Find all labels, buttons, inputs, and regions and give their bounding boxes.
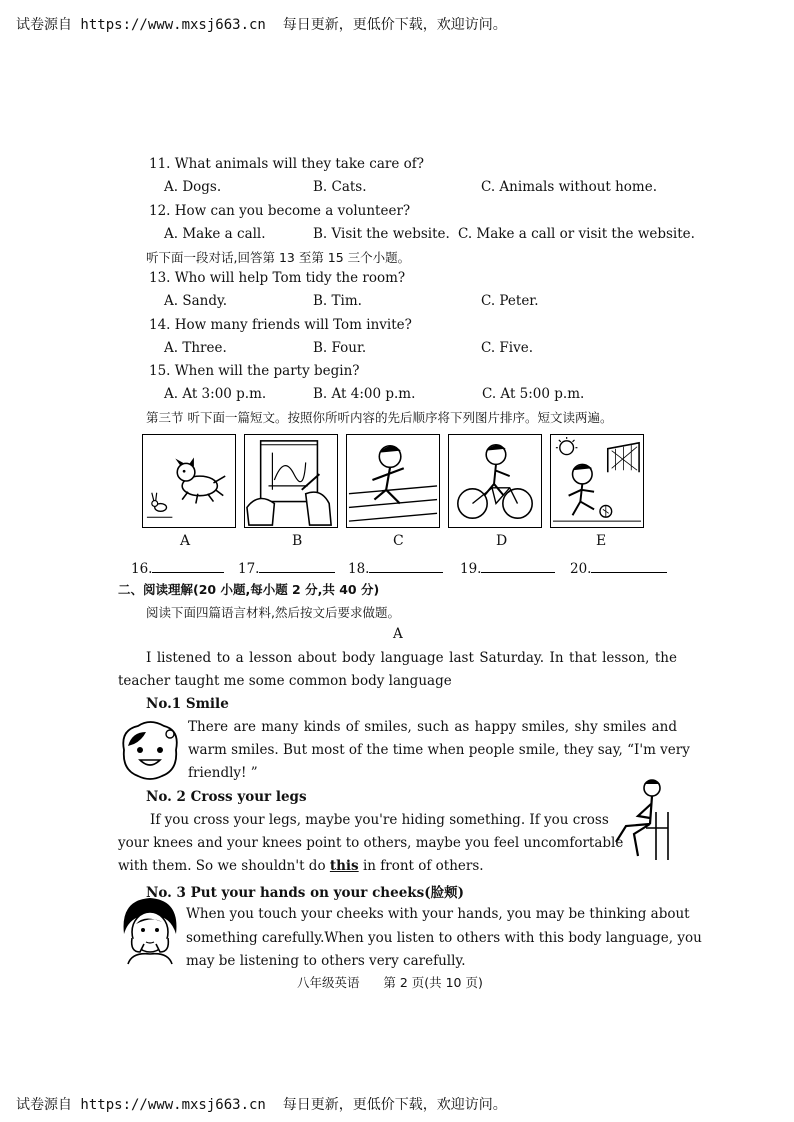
q12-option-c: C. Make a call or visit the website. <box>458 226 695 242</box>
picture-b-drawing-graph <box>244 434 338 528</box>
q14-option-b: B. Four. <box>313 340 367 356</box>
blank-number: 18. <box>348 561 370 577</box>
question-12: 12. How can you become a volunteer? <box>149 203 411 219</box>
blank-number: 17. <box>238 561 260 577</box>
no1-line-2: warm smiles. But most of the time when people smile, they say, “I'm very <box>188 742 690 758</box>
answer-blank-18[interactable] <box>348 560 443 577</box>
q14-option-a: A. Three. <box>164 340 227 356</box>
answer-blank-20[interactable] <box>570 560 667 577</box>
q14-option-c: C. Five. <box>481 340 534 356</box>
q13-option-a: A. Sandy. <box>164 293 228 309</box>
q11-option-c: C. Animals without home. <box>481 179 658 195</box>
no1-title: No.1 Smile <box>146 696 229 712</box>
reading-instruction: 阅读下面四篇语言材料,然后按文后要求做题。 <box>146 605 400 620</box>
picture-label-a: A <box>180 533 191 549</box>
blank-number: 16. <box>131 561 153 577</box>
picture-label-c: C <box>393 533 404 549</box>
section-3-instruction: 第三节 听下面一篇短文。按照你所听内容的先后顺序将下列图片排序。短文读两遍。 <box>146 410 613 425</box>
q11-option-b: B. Cats. <box>313 179 367 195</box>
no2-line-3-end: in front of others. <box>358 858 484 874</box>
no3-line-3: may be listening to others very carefully. <box>186 953 466 969</box>
q11-option-a: A. Dogs. <box>164 179 222 195</box>
intro-line-1: I listened to a lesson about body language last Saturday. In that lesson, the <box>146 650 677 666</box>
q15-option-b: B. At 4:00 p.m. <box>313 386 416 402</box>
q13-option-b: B. Tim. <box>313 293 362 309</box>
girl-hands-on-cheeks-icon <box>118 894 182 966</box>
q15-option-c: C. At 5:00 p.m. <box>482 386 585 402</box>
q12-option-b: B. Visit the website. <box>313 226 450 242</box>
question-14: 14. How many friends will Tom invite? <box>149 317 412 333</box>
no2-title: No. 2 Cross your legs <box>146 789 307 805</box>
blank-number: 20. <box>570 561 592 577</box>
page-footer: 八年级英语 第 2 页(共 10 页) <box>297 975 483 990</box>
no2-line-3 <box>118 858 484 874</box>
header-watermark: 试卷源自 https://www.mxsj663.cn 每日更新，更低价下载，欢迎访问。 <box>16 17 507 33</box>
answer-line <box>369 560 443 573</box>
question-15: 15. When will the party begin? <box>149 363 360 379</box>
picture-label-d: D <box>496 533 508 549</box>
answer-line <box>259 560 335 573</box>
reading-section-title: 二、阅读理解(20 小题,每小题 2 分,共 40 分) <box>118 582 380 597</box>
answer-blank-19[interactable] <box>460 560 555 577</box>
answer-line <box>591 560 667 573</box>
q13-option-c: C. Peter. <box>481 293 539 309</box>
blank-number: 19. <box>460 561 482 577</box>
no3-line-2: something carefully.When you listen to others with this body language, you <box>186 930 702 946</box>
q15-option-a: A. At 3:00 p.m. <box>164 386 267 402</box>
picture-d-boy-cycling <box>448 434 542 528</box>
no1-line-3: friendly! ” <box>188 765 258 781</box>
picture-label-e: E <box>596 533 607 549</box>
intro-line-2: teacher taught me some common body language <box>118 673 452 689</box>
underlined-word-this: this <box>329 858 359 874</box>
no2-line-3-start: with them. So we shouldn't do <box>118 858 330 874</box>
picture-label-b: B <box>292 533 303 549</box>
dialogue-instruction: 听下面一段对话,回答第 13 至第 15 三个小题。 <box>146 250 411 265</box>
answer-line <box>481 560 555 573</box>
footer-watermark: 试卷源自 https://www.mxsj663.cn 每日更新，更低价下载，欢迎访问。 <box>16 1097 507 1113</box>
no2-line-1: If you cross your legs, maybe you're hiding something. If you cross <box>150 812 609 828</box>
passage-label: A <box>393 626 403 642</box>
no1-line-1: There are many kinds of smiles, such as happy smiles, shy smiles and <box>188 719 677 735</box>
no2-line-2: your knees and your knees point to others, maybe you feel uncomfortable <box>118 835 624 851</box>
q12-option-a: A. Make a call. <box>164 226 266 242</box>
no3-line-1: When you touch your cheeks with your hands, you may be thinking about <box>186 906 690 922</box>
picture-e-boy-playing-football <box>550 434 644 528</box>
question-13: 13. Who will help Tom tidy the room? <box>149 270 406 286</box>
answer-blank-16[interactable] <box>131 560 224 577</box>
answer-blank-17[interactable] <box>238 560 335 577</box>
smiling-girl-icon <box>118 720 182 782</box>
picture-c-boy-running <box>346 434 440 528</box>
no3-title: No. 3 Put your hands on your cheeks(脸颊) <box>146 885 465 901</box>
question-11: 11. What animals will they take care of? <box>149 156 425 172</box>
picture-a-dog-chasing-rabbit <box>142 434 236 528</box>
answer-line <box>152 560 224 573</box>
